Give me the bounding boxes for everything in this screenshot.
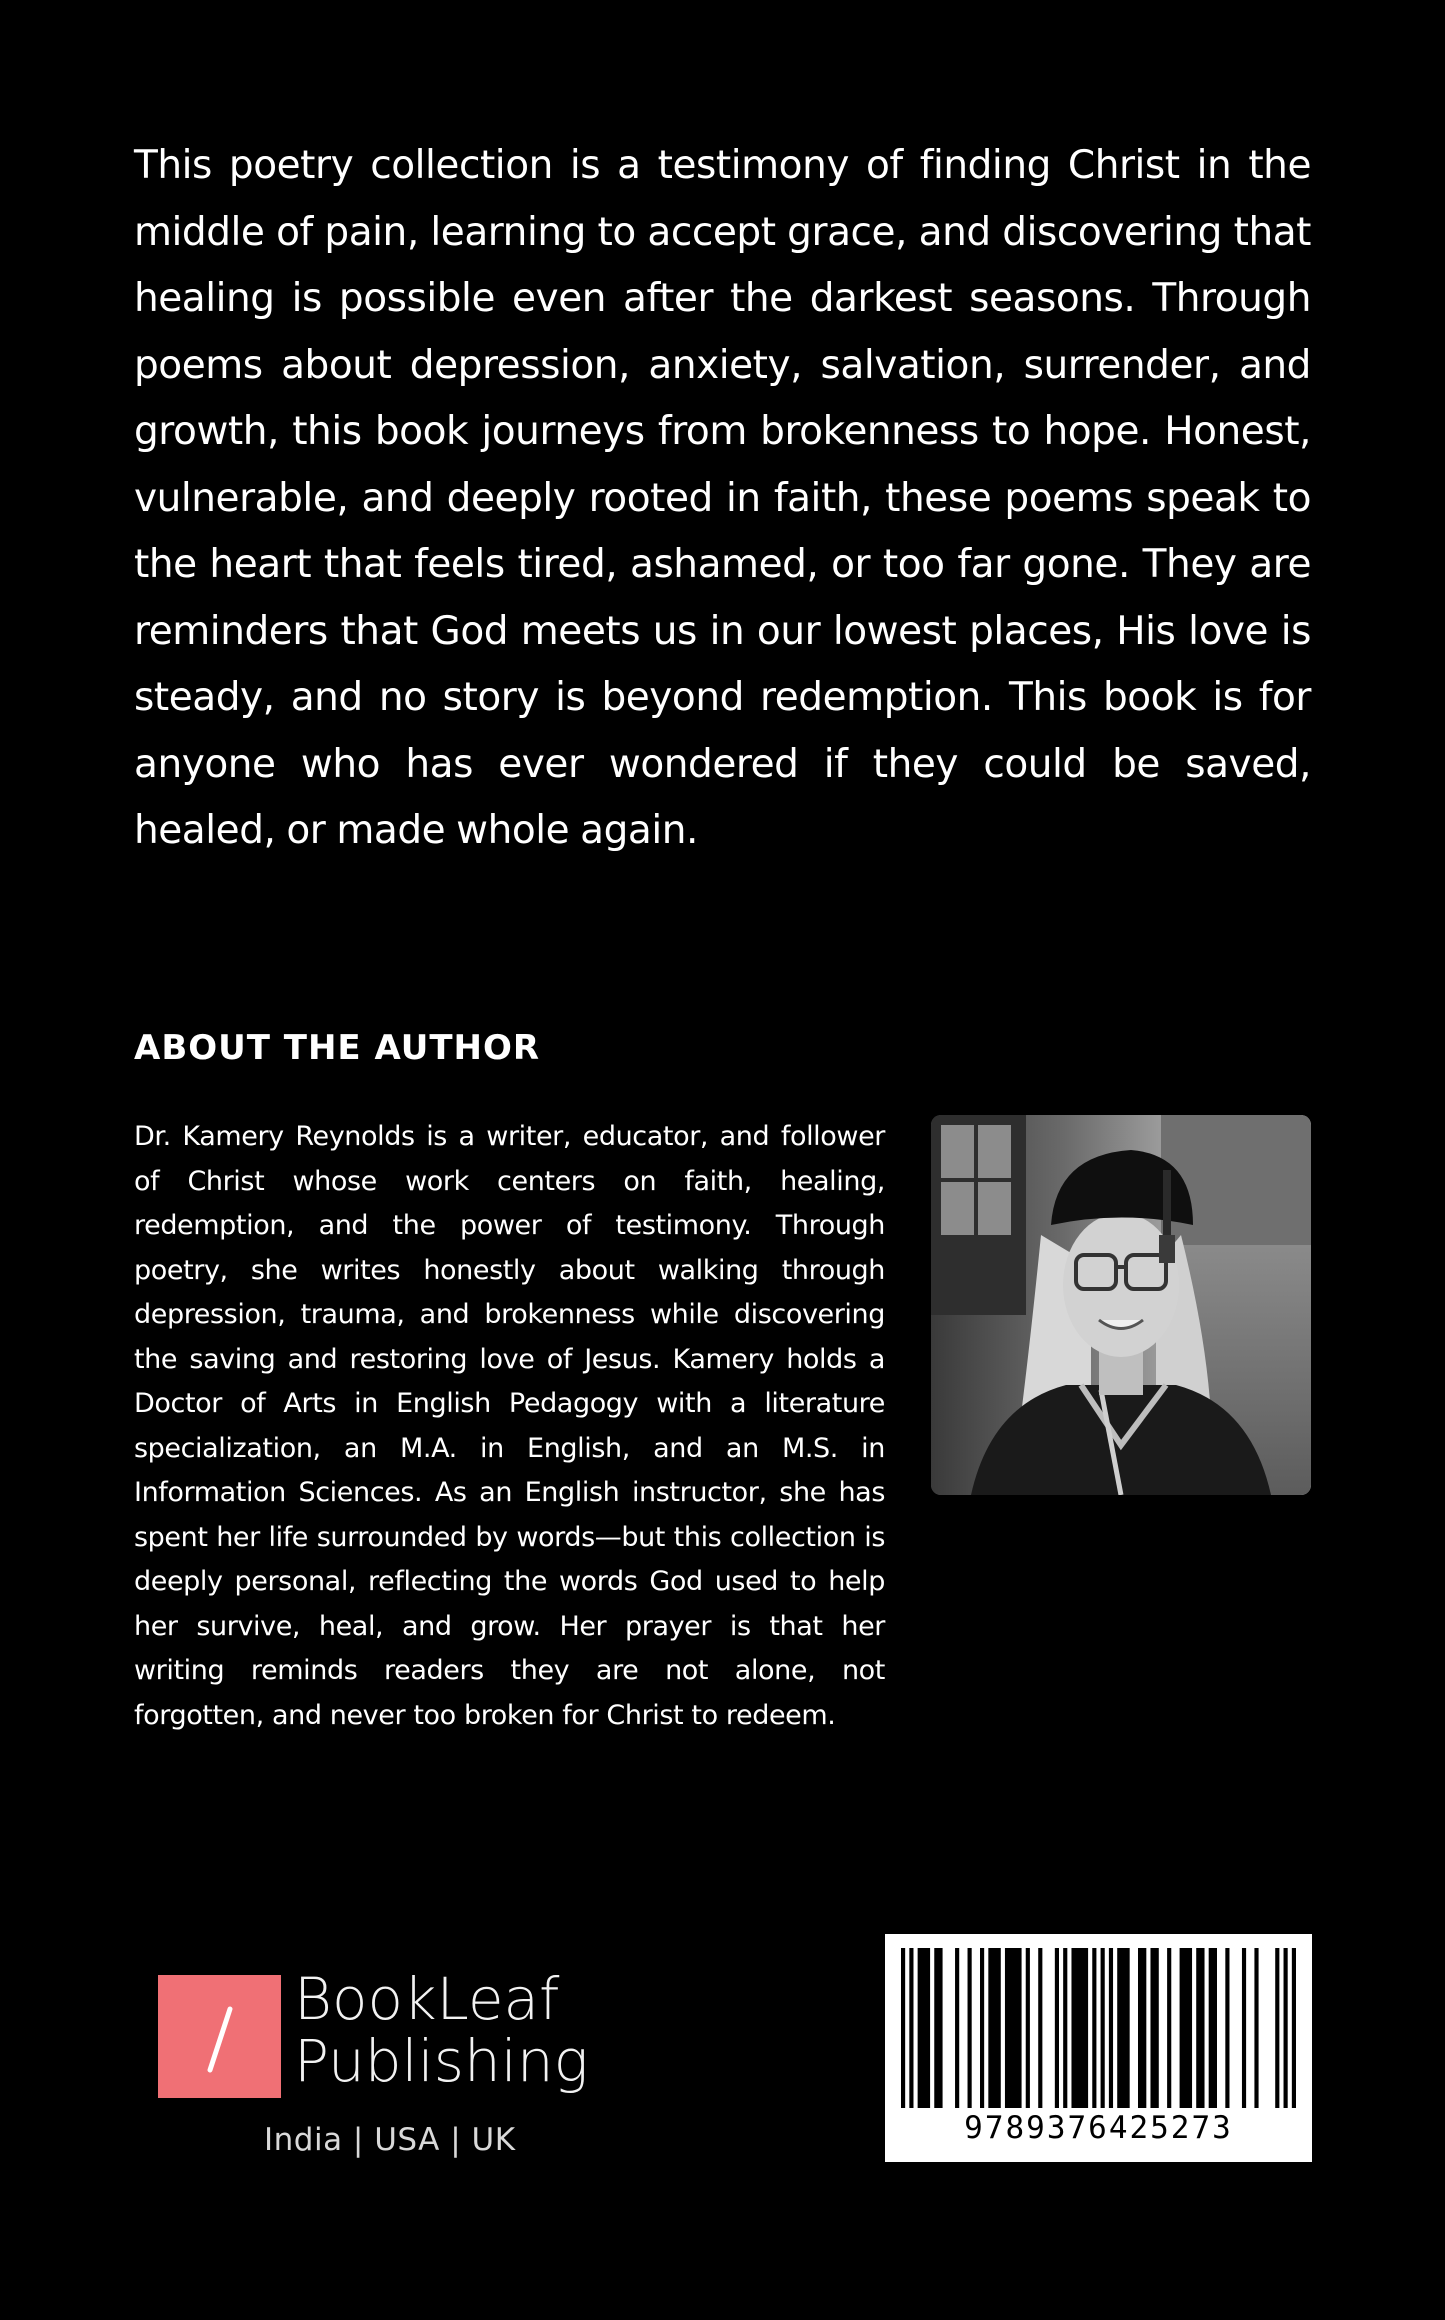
- slash-logo-icon: [158, 1975, 281, 2098]
- author-bio: Dr. Kamery Reynolds is a writer, educator, and follower of Christ whose work centers on faith, healing, redemption, and the power of testimony. Through poetry, she writes honestly about walking through depression, trauma, and brokenness while discovering the saving and restoring love of Jesus. Kamery holds a Doctor of Arts in English Pedagogy with a literature specialization, an M.A. in English, and an M.S. in Information Sciences. As an English instructor, she has spent her life surrounded by words—but this collection is deeply personal, reflecting the words God used to help her survive, heal, and grow. Her prayer is that her writing reminds readers they are not alone, not forgotten, and never too broken for Christ to redeem.: [134, 1121, 885, 1731]
- publisher-locations: India | USA | UK: [264, 2122, 516, 2158]
- barcode-bar: [1284, 1948, 1288, 2108]
- publisher-logo: [158, 1965, 608, 2170]
- publisher-name-line2: Publishing: [294, 2027, 589, 2095]
- barcode-bar: [1196, 1948, 1204, 2108]
- barcode-bar: [1101, 1948, 1105, 2108]
- barcode-bar: [901, 1948, 905, 2108]
- barcode-bar: [918, 1948, 930, 2108]
- isbn-barcode: [885, 1934, 1312, 2162]
- barcode-bar: [934, 1948, 942, 2108]
- barcode-bar: [1005, 1948, 1022, 2108]
- barcode-bar: [1180, 1948, 1192, 2108]
- barcode-bar: [1275, 1948, 1279, 2108]
- barcode-bar: [1092, 1948, 1096, 2108]
- barcode-bar: [909, 1948, 913, 2108]
- barcode-bars: [901, 1948, 1296, 2108]
- barcode-bar: [1254, 1948, 1258, 2108]
- back-cover-blurb: This poetry collection is a testimony of finding Christ in the middle of pain, learning to accept grace, and discovering that healing is possible even after the darkest seasons. Through poems about depression, anxiety, salvation, surrender, and growth, this book journeys from brokenness to hope. Honest, vulnerable, and deeply rooted in faith, these poems speak to the heart that feels tired, ashamed, or too far gone. They are reminders that God meets us in our lowest places, His love is steady, and no story is beyond redemption. This book is for anyone who has ever wondered if they could be saved, healed, or made whole again.: [134, 143, 1311, 853]
- barcode-bar: [1242, 1948, 1246, 2108]
- barcode-bar: [1209, 1948, 1217, 2108]
- barcode-bar: [1225, 1948, 1229, 2108]
- barcode-bar: [1292, 1948, 1296, 2108]
- barcode-bar: [980, 1948, 984, 2108]
- barcode-bar: [1071, 1948, 1088, 2108]
- barcode-bar: [955, 1948, 959, 2108]
- barcode-bar: [1055, 1948, 1059, 2108]
- barcode-bar: [1063, 1948, 1067, 2108]
- about-author-heading: ABOUT THE AUTHOR: [134, 1028, 541, 1068]
- author-photo: [931, 1115, 1311, 1495]
- barcode-bar: [1117, 1948, 1129, 2108]
- barcode-bar: [1038, 1948, 1042, 2108]
- publisher-name-line1: BookLeaf: [294, 1965, 560, 2033]
- barcode-bar: [1026, 1948, 1030, 2108]
- barcode-bar: [968, 1948, 972, 2108]
- barcode-bar: [1167, 1948, 1171, 2108]
- barcode-bar: [1138, 1948, 1146, 2108]
- barcode-bar: [1150, 1948, 1158, 2108]
- barcode-bar: [1109, 1948, 1113, 2108]
- barcode-bar: [988, 1948, 1000, 2108]
- isbn-number: 9789376425273: [964, 2110, 1233, 2146]
